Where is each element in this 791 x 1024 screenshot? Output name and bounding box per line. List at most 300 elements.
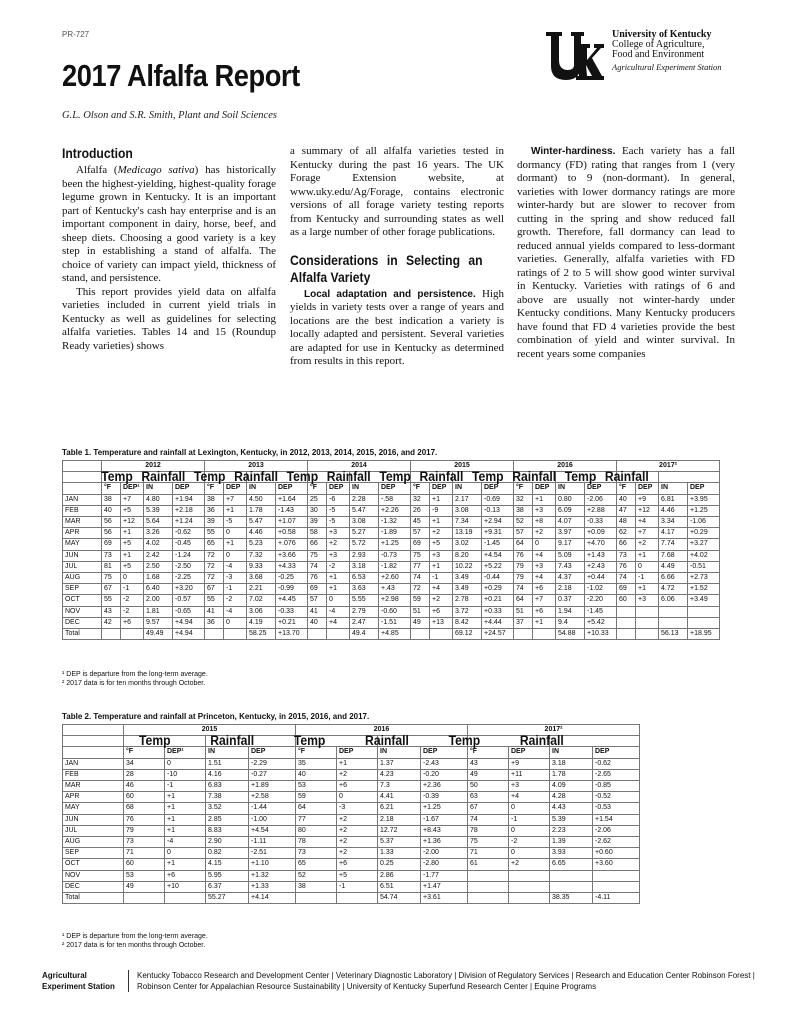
table-cell: 59	[411, 595, 430, 606]
table-cell: +1.52	[688, 584, 720, 595]
unit-header: DEP	[379, 483, 411, 494]
group-header: Rainfall	[414, 472, 469, 483]
table-cell: 75	[468, 837, 509, 848]
table-cell: 25	[308, 494, 327, 505]
table-cell: 62	[617, 528, 636, 539]
table-cell: +1.25	[421, 803, 468, 814]
university-block	[612, 30, 722, 72]
table-cell: 0	[533, 539, 556, 550]
table-cell: +2.88	[585, 505, 617, 516]
group-header: Temp	[376, 472, 414, 483]
table-cell: 2.18	[378, 814, 421, 825]
table-cell: 79	[124, 825, 165, 836]
table-cell: +1.25	[379, 539, 411, 550]
table-cell: 52	[514, 517, 533, 528]
intro-paragraph-2: This report provides yield data on alfalfa varieties included in current yield trials in Kentucky as well as guidelines for selecting alfalfa varieties. Tables 14 and 15 (Roundup Ready varieties) shows	[62, 285, 276, 352]
table-cell: -0.99	[276, 584, 308, 595]
table-cell: +6	[337, 781, 378, 792]
table-cell: +1	[165, 825, 206, 836]
row-label: MAY	[63, 539, 102, 550]
table-cell: 53	[124, 870, 165, 881]
table-row	[63, 505, 720, 516]
uk-logo	[546, 30, 604, 82]
table-cell: -2	[224, 595, 247, 606]
table-cell: 1.68	[144, 573, 173, 584]
table-cell: -0.62	[173, 528, 205, 539]
table-row	[63, 814, 640, 825]
table-cell: 57	[308, 595, 327, 606]
row-label: Total	[63, 629, 102, 640]
table-cell: 12.72	[378, 825, 421, 836]
table-cell: +0.58	[276, 528, 308, 539]
table-cell	[593, 870, 640, 881]
table-cell: +3.60	[593, 859, 640, 870]
table-row	[63, 881, 640, 892]
table-cell: -0.44	[482, 573, 514, 584]
table-cell: +2.18	[173, 505, 205, 516]
table-cell: 60	[617, 595, 636, 606]
table-cell: +2	[636, 539, 659, 550]
table-cell: -1.45	[482, 539, 514, 550]
table-cell: 2.85	[206, 814, 249, 825]
table-cell: 8.20	[453, 550, 482, 561]
table-cell: 74	[514, 584, 533, 595]
table-cell: 7.74	[659, 539, 688, 550]
table-cell: +4.94	[173, 629, 205, 640]
table-cell: 2.50	[144, 561, 173, 572]
row-label: FEB	[63, 769, 124, 780]
table-cell: 4.02	[144, 539, 173, 550]
table-cell: +0.21	[482, 595, 514, 606]
unit-header: DEP	[224, 483, 247, 494]
table-cell: +7	[533, 595, 556, 606]
table-cell: -0.45	[173, 539, 205, 550]
unit-header: IN	[247, 483, 276, 494]
table-cell: 64	[514, 539, 533, 550]
table-cell	[688, 617, 720, 628]
table-cell: 80	[296, 825, 337, 836]
table-cell: +2.60	[379, 573, 411, 584]
table-cell: -3	[224, 573, 247, 584]
table-cell: -1	[636, 573, 659, 584]
table-cell: 1.94	[556, 606, 585, 617]
table-cell	[102, 629, 121, 640]
univ-station: Agricultural Experiment Station	[612, 62, 722, 72]
table-row	[63, 595, 720, 606]
table-row	[63, 825, 640, 836]
corner-cell	[63, 725, 124, 736]
table-cell: -6	[327, 494, 350, 505]
table-cell: 3.72	[453, 606, 482, 617]
table-cell: +7	[224, 494, 247, 505]
table-cell	[337, 893, 378, 904]
corner-cell	[63, 747, 124, 758]
table-cell: +7	[636, 528, 659, 539]
table-cell: 5.95	[206, 870, 249, 881]
table-cell: 0	[337, 792, 378, 803]
table-cell: -5	[327, 517, 350, 528]
univ-name: University of Kentucky	[612, 29, 712, 40]
table-cell: +11	[509, 769, 550, 780]
table-cell: 32	[411, 494, 430, 505]
table-cell: +5	[121, 561, 144, 572]
table-cell: -1.00	[249, 814, 296, 825]
table-cell	[617, 629, 636, 640]
unit-header: DEP	[585, 483, 617, 494]
table-cell: +2	[533, 528, 556, 539]
table-cell: -10	[165, 769, 206, 780]
table-cell: 55	[102, 595, 121, 606]
table-cell: 52	[296, 870, 337, 881]
row-label: OCT	[63, 595, 102, 606]
table-row	[63, 893, 640, 904]
table-cell: 6.81	[659, 494, 688, 505]
table-cell: +10	[165, 881, 206, 892]
table-cell: +1	[165, 803, 206, 814]
table-cell: -3	[337, 803, 378, 814]
table-cell: 71	[468, 848, 509, 859]
table-cell: 49	[124, 881, 165, 892]
table-cell: 38	[514, 505, 533, 516]
table-cell: +3	[533, 505, 556, 516]
table-cell: 3.08	[350, 517, 379, 528]
table-cell: 9.17	[556, 539, 585, 550]
table-cell: 3.52	[206, 803, 249, 814]
table-cell: 40	[102, 505, 121, 516]
row-label: MAR	[63, 781, 124, 792]
table-cell: 2.93	[350, 550, 379, 561]
group-header: Rainfall	[191, 736, 272, 747]
row-label: JUL	[63, 825, 124, 836]
year-header: 2013	[205, 461, 308, 472]
table-cell	[659, 617, 688, 628]
table-cell: +4	[327, 617, 350, 628]
table-cell: 6.65	[550, 859, 593, 870]
table-row	[63, 769, 640, 780]
unit-header: DEP	[533, 483, 556, 494]
unit-header: IN	[350, 483, 379, 494]
table-cell: 43	[468, 758, 509, 769]
unit-header: DEP	[249, 747, 296, 758]
unit-header-row	[63, 747, 640, 758]
table-cell: 71	[124, 848, 165, 859]
group-header: Rainfall	[346, 736, 427, 747]
table-cell: -4.11	[593, 893, 640, 904]
table-cell: +1	[430, 561, 453, 572]
table-cell: -0.27	[249, 769, 296, 780]
table-cell: 5.39	[550, 814, 593, 825]
year-header: 2015	[411, 461, 514, 472]
table-cell: 1.81	[144, 606, 173, 617]
unit-header: DEP	[509, 747, 550, 758]
table-cell	[509, 893, 550, 904]
table-cell: +12	[121, 517, 144, 528]
table-cell: 74	[308, 561, 327, 572]
table-cell: 9.4	[556, 617, 585, 628]
table-cell: 3.68	[247, 573, 276, 584]
table-cell: 5.47	[350, 505, 379, 516]
table-cell: -1	[337, 881, 378, 892]
table-cell: -2.62	[593, 837, 640, 848]
table-cell: +4.85	[379, 629, 411, 640]
table-cell: -2	[121, 595, 144, 606]
unit-header: °F	[308, 483, 327, 494]
table-cell: +1	[636, 584, 659, 595]
table-cell: +1.24	[173, 517, 205, 528]
table-cell: +1.47	[421, 881, 468, 892]
table-cell: 79	[514, 561, 533, 572]
table-cell: +1.64	[276, 494, 308, 505]
table-cell: -4	[327, 606, 350, 617]
table-cell: -2.29	[249, 758, 296, 769]
row-label: SEP	[63, 584, 102, 595]
unit-header: °F	[102, 483, 121, 494]
table-cell: 3.06	[247, 606, 276, 617]
table-cell: +1.33	[249, 881, 296, 892]
table-cell: 54.88	[556, 629, 585, 640]
table-cell: 78	[296, 837, 337, 848]
corner-cell	[63, 461, 102, 472]
table-cell: +9.31	[482, 528, 514, 539]
table-cell: 9.33	[247, 561, 276, 572]
table-cell: -0.69	[482, 494, 514, 505]
table-cell: 43	[102, 606, 121, 617]
table-cell: 6.51	[378, 881, 421, 892]
row-label: MAR	[63, 517, 102, 528]
table-cell: +2	[337, 848, 378, 859]
table-cell: 2.79	[350, 606, 379, 617]
table-cell: 1.33	[378, 848, 421, 859]
table-cell: -1.43	[276, 505, 308, 516]
table-cell: 3.02	[453, 539, 482, 550]
corner-cell	[63, 736, 118, 747]
table-cell: +1	[636, 550, 659, 561]
table-cell: 4.07	[556, 517, 585, 528]
table-cell: 6.83	[206, 781, 249, 792]
winter-hardiness-paragraph: Winter-hardiness. Each variety has a fall dormancy (FD) rating that ranges from 1 (very dormant) to 9 (non-dormant). In general, varieties with lower dormancy ratings are more winter-hardy but are slower to recover from cutting in the spring and show reduced fall growth. Therefore, fall dormancy can lead to reduced annual yields compared to less-dormant varieties. Generally, alfalfa varieties with FD ratings of 2 to 5 will show good winter survival in Kentucky. Varieties with ratings of 6 and above are usually not winter-hardy under Kentucky conditions. Many Kentucky producers have found that FD 4 varieties provide the best combination of yield and winter survival. In recent years some companies	[517, 145, 735, 360]
table-cell: 51	[514, 606, 533, 617]
table-cell: +8.43	[421, 825, 468, 836]
table1-footnote-2: ² 2017 data is for ten months through October.	[62, 680, 206, 687]
table-cell: 5.09	[556, 550, 585, 561]
unit-header: IN	[556, 483, 585, 494]
table-cell: +4.54	[249, 825, 296, 836]
table-cell: -5	[224, 517, 247, 528]
table-cell: 72	[411, 584, 430, 595]
table-cell: 0.80	[556, 494, 585, 505]
table-cell: -.58	[379, 494, 411, 505]
group-header: Rainfall	[599, 472, 654, 483]
table-cell: 7.38	[206, 792, 249, 803]
table-cell: -1.24	[173, 550, 205, 561]
column-3	[517, 145, 735, 361]
table-cell: +3.95	[688, 494, 720, 505]
table-cell: 39	[308, 517, 327, 528]
table-cell: +6	[121, 617, 144, 628]
table-cell: 63	[468, 792, 509, 803]
table-cell: +9	[636, 494, 659, 505]
table-cell	[296, 893, 337, 904]
table-cell: 4.16	[206, 769, 249, 780]
row-label: DEC	[63, 881, 124, 892]
table-cell: 0	[224, 617, 247, 628]
table-cell: 2.28	[350, 494, 379, 505]
table-cell: +1.89	[249, 781, 296, 792]
table-cell: 74	[411, 573, 430, 584]
unit-header: °F	[468, 747, 509, 758]
table-cell: 7.43	[556, 561, 585, 572]
table-cell: -4	[165, 837, 206, 848]
table-cell: -9	[430, 505, 453, 516]
table-cell: +2	[509, 859, 550, 870]
table-cell: 5.37	[378, 837, 421, 848]
footer-divider	[128, 970, 129, 992]
table-cell	[550, 881, 593, 892]
table-cell: 46	[124, 781, 165, 792]
table-cell: -2.80	[421, 859, 468, 870]
table-cell: +18.95	[688, 629, 720, 640]
row-label: DEC	[63, 617, 102, 628]
table-cell: 49.4	[350, 629, 379, 640]
table-cell: +1	[121, 550, 144, 561]
table-cell: 2.18	[556, 584, 585, 595]
footer-station: Agricultural Experiment Station	[42, 971, 115, 991]
table-cell: 49.49	[144, 629, 173, 640]
table2-footnote-1: ¹ DEP is departure from the long-term average.	[62, 933, 208, 940]
table-cell: 5.39	[144, 505, 173, 516]
unit-header: DEP	[337, 747, 378, 758]
table-row	[63, 517, 720, 528]
table-cell: 0	[224, 528, 247, 539]
unit-header: °F	[617, 483, 636, 494]
year-header: 2017²	[468, 725, 640, 736]
table-cell	[411, 629, 430, 640]
table-cell: 5.23	[247, 539, 276, 550]
table-row	[63, 758, 640, 769]
table-cell: +0.60	[593, 848, 640, 859]
unit-header: °F	[411, 483, 430, 494]
intro-paragraph-1: Alfalfa (Medicago sativa) has historically been the highest-yielding, highest-quality forage legume grown in Kentucky. It is an important part of Kentucky's cash hay enterprise and is an important component in dairy, horse, beef, and sheep diets. Choosing a good variety is a key step in establishing a stand of alfalfa. The choice of variety can impact yield, thickness of stand, and persistence.	[62, 164, 277, 284]
table-cell: 38	[205, 494, 224, 505]
table-cell	[430, 629, 453, 640]
table-row	[63, 870, 640, 881]
table-cell: +4.54	[482, 550, 514, 561]
table-cell: +3.20	[173, 584, 205, 595]
table-cell: +1.36	[421, 837, 468, 848]
table-cell: +1	[327, 573, 350, 584]
table-cell: +3.61	[421, 893, 468, 904]
table-cell: 6.37	[206, 881, 249, 892]
unit-header: DEP	[482, 483, 514, 494]
table-cell: 0.37	[556, 595, 585, 606]
table-cell: -2.25	[173, 573, 205, 584]
table-cell: 34	[124, 758, 165, 769]
table-row	[63, 606, 720, 617]
table-cell: 1.37	[378, 758, 421, 769]
table-cell: +2	[430, 595, 453, 606]
table-cell: 6.06	[659, 595, 688, 606]
table-cell: -1.77	[421, 870, 468, 881]
table-cell: 81	[102, 561, 121, 572]
table-cell: 49	[411, 617, 430, 628]
table-cell: +1.43	[585, 550, 617, 561]
table-cell: -1.11	[249, 837, 296, 848]
table-cell: +5	[121, 539, 144, 550]
row-label: JUN	[63, 550, 102, 561]
table-cell: +2.58	[249, 792, 296, 803]
table-cell: 68	[124, 803, 165, 814]
row-label: Total	[63, 893, 124, 904]
table-cell: +3	[636, 595, 659, 606]
table-row	[63, 528, 720, 539]
table-cell: 79	[514, 573, 533, 584]
table-cell: 3.97	[556, 528, 585, 539]
table-cell: +2.43	[585, 561, 617, 572]
table-cell: 38.35	[550, 893, 593, 904]
table-cell: 0	[327, 595, 350, 606]
table-cell: 3.18	[550, 758, 593, 769]
table-cell: 8.42	[453, 617, 482, 628]
table-cell: 55.27	[206, 893, 249, 904]
table-cell: 7.34	[453, 517, 482, 528]
table-cell: 76	[124, 814, 165, 825]
table-cell: -0.62	[593, 758, 640, 769]
table-cell: 7.02	[247, 595, 276, 606]
unit-header: IN	[144, 483, 173, 494]
considerations-heading: Considerations in Selecting an Alfalfa Variety	[290, 252, 483, 285]
table-cell: +2.36	[421, 781, 468, 792]
table-cell: +3.49	[688, 595, 720, 606]
table-cell: 75	[102, 573, 121, 584]
table-cell: +1.07	[276, 517, 308, 528]
page-title: 2017 Alfalfa Report	[62, 58, 300, 93]
table-cell: 72	[205, 561, 224, 572]
table-cell: -2	[327, 561, 350, 572]
table-cell: +2	[337, 814, 378, 825]
table-cell: -4	[224, 606, 247, 617]
table2-footnote-2: ² 2017 data is for ten months through October.	[62, 942, 206, 949]
table-cell: -0.73	[379, 550, 411, 561]
table-cell: -2.06	[593, 825, 640, 836]
group-header: Temp	[98, 472, 136, 483]
table-cell: 58	[308, 528, 327, 539]
table-cell: 69	[411, 539, 430, 550]
table-cell: 73	[617, 550, 636, 561]
table-cell: 45	[411, 517, 430, 528]
table-cell: -0.53	[593, 803, 640, 814]
table-cell: +0.21	[276, 617, 308, 628]
table-cell: +4	[430, 584, 453, 595]
table-cell	[617, 617, 636, 628]
table-cell: 42	[102, 617, 121, 628]
table-cell: +1	[165, 859, 206, 870]
table-cell: 41	[205, 606, 224, 617]
table-cell: -1.67	[421, 814, 468, 825]
row-label: AUG	[63, 837, 124, 848]
table-cell: -0.25	[276, 573, 308, 584]
table-cell: +3	[327, 550, 350, 561]
table-cell: +3	[533, 561, 556, 572]
table-cell: 67	[102, 584, 121, 595]
table-cell: +4	[509, 792, 550, 803]
table-cell: +5.22	[482, 561, 514, 572]
table-cell: +2.98	[379, 595, 411, 606]
table-cell: 73	[102, 550, 121, 561]
table2-caption: Table 2. Temperature and rainfall at Princeton, Kentucky, in 2015, 2016, and 2017.	[62, 712, 370, 721]
table-row	[63, 848, 640, 859]
table-cell: +1.25	[688, 505, 720, 516]
table-cell: 4.23	[378, 769, 421, 780]
